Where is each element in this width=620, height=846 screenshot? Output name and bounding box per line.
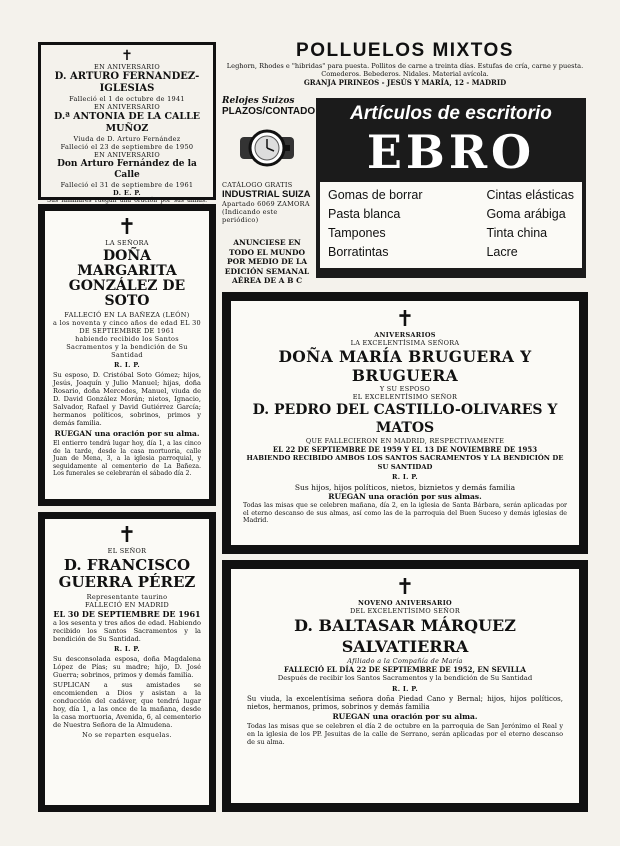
ad-address: GRANJA PIRINEOS - JESÚS Y MARÍA, 12 - MADRID — [303, 78, 507, 87]
ad-text: ANUNCIESE EN TODO EL MUNDO POR MEDIO DE LA EDICIÓN SEMANAL AÉREA DE A B C — [224, 238, 310, 285]
ad-catalog: CATÁLOGO GRATIS — [222, 181, 293, 189]
obituary-name: DOÑA MARGARITA GONZÁLEZ DE SOTO — [68, 248, 186, 309]
obituary-body: a los sesenta y tres años de edad. Habiendo recibido los Santos Sacramentos y la bendición de Su Santidad. — [53, 619, 201, 643]
obituary-request: SUPLICAN a sus amistades se encomienden a Dios y asistan a la conducción del cadáver, que tendrá lugar hoy, día 1, a las once de la mañana, desde la casa mortuoria, Avenida, 6, al cementerio de Nuestra Señora de la Almudena. — [53, 681, 201, 729]
obituary-name: D. ARTURO FERNANDEZ-IGLESIAS — [54, 71, 200, 94]
obituary-rip: R. I. P. — [392, 684, 418, 693]
obituary-request: RUEGAN una oración por sus almas. — [328, 492, 482, 501]
ad-brand: EBRO — [366, 125, 536, 179]
obituary-header: NOVENO ANIVERSARIO — [357, 599, 453, 607]
obituary-place: QUE FALLECIERON EN MADRID, RESPECTIVAMENTE — [305, 437, 505, 445]
obituary-date: a los noventa y cinco años de edad EL 30 DE SEPTIEMBRE DE 1961 — [53, 319, 201, 335]
obituary-rip: R. I. P. — [114, 361, 140, 369]
obituary-place: FALLECIÓ EN LA BAÑEZA (LEÓN) — [64, 311, 190, 319]
obituary-funeral: El entierro tendrá lugar hoy, día 1, a las cinco de la tarde, desde la casa mortuoria, calle Juan de Mena, 3, a la iglesia parroquial, y seguidamente al cementerio de La Bañeza. Los funerales se celebrarán el sábado día 2. — [53, 440, 201, 477]
product-list — [320, 182, 582, 268]
obituary-header: ANIVERSARIOS — [374, 331, 436, 339]
cross-icon: ✝ — [395, 307, 415, 332]
obituary-name: D. PEDRO DEL CASTILLO-OLIVARES Y MATOS — [252, 402, 558, 436]
obituary-date: Falleció el 1 de octubre de 1941 — [69, 95, 185, 103]
product-item: Gomas de borrar — [328, 188, 423, 202]
obituary-body: Su esposo, D. Cristóbal Soto Gómez; hijos, Jesús, Joaquín y Julio Manuel; hijas, doña Rosario, doña Mercedes, Manuel, viuda de D. David González Morán; nietos, Ignacio, Salvador, Rafael y David Gutiérrez García; hermanos políticos, sobrinos, primos y demás familia. — [53, 371, 201, 427]
obituary-sacraments: habiendo recibido los Santos Sacramentos y la bendición de Su Santidad — [66, 335, 188, 359]
ad-polluelos — [222, 40, 588, 90]
obituary-guerra — [38, 512, 216, 812]
obituary-name: D. FRANCISCO GUERRA PÉREZ — [58, 556, 196, 591]
obituary-subheader: EN ANIVERSARIO — [94, 103, 160, 111]
obituary-rip: R. I. P. — [392, 473, 418, 481]
obituary-subheader: EN ANIVERSARIO — [94, 151, 160, 159]
ad-body: Leghorn, Rhodes e "hibridas" para puesta. Pollitos de carne a treinta días. Estufas de cría, carne y puesta. Comederos. Bebederos. Nidales. Material avícola. — [226, 62, 584, 78]
product-item: Tampones — [328, 226, 386, 240]
obituary-intro: EL SEÑOR — [107, 547, 147, 555]
obituary-line: Viuda de D. Arturo Fernández — [73, 135, 181, 143]
obituary-intro: LA SEÑORA — [105, 239, 149, 247]
obituary-mid: EL EXCELENTÍSIMO SEÑOR — [352, 393, 458, 401]
obituary-place: FALLECIÓ EN MADRID — [84, 601, 170, 609]
obituary-sacraments: HABIENDO RECIBIDO AMBOS LOS SANTOS SACRAMENTOS Y LA BENDICIÓN DE SU SANTIDAD — [246, 454, 564, 471]
ad-brand: Relojes Suizos — [222, 96, 295, 106]
obituary-rip: R. I. P. — [114, 645, 140, 653]
product-item: Goma arábiga — [486, 207, 566, 221]
obituary-date: EL 30 DE SEPTIEMBRE DE 1961 — [53, 609, 201, 619]
obituary-request: RUEGAN una oración por su alma. — [54, 429, 200, 438]
product-column-right — [486, 186, 574, 264]
ad-ebro — [316, 98, 586, 278]
product-item: Tinta china — [486, 226, 548, 240]
product-item: Borratintas — [328, 245, 389, 259]
obituary-dates: EL 22 DE SEPTIEMBRE DE 1959 Y EL 13 DE NOVIEMBRE DE 1953 — [272, 445, 538, 454]
obituary-name: D.ª ANTONIA DE LA CALLE MUÑOZ — [53, 111, 201, 134]
obituary-mid: Y SU ESPOSO — [379, 385, 431, 393]
obituary-gonzalez — [38, 204, 216, 506]
obituary-bruguera — [222, 292, 588, 554]
product-column-left — [328, 186, 422, 264]
obituary-intro: LA EXCELENTÍSIMA SEÑORA — [350, 339, 460, 347]
ad-company: INDUSTRIAL SUIZA — [222, 189, 311, 200]
product-item: Lacre — [486, 245, 518, 259]
obituary-masses: Todas las misas que se celebren mañana, día 2, en la iglesia de Santa Bárbara, serán aplicadas por el eterno descanso de sus almas, así como las de la parroquia del Buen Suceso y demás iglesias de Madrid. — [243, 502, 567, 525]
obituary-sacraments: Después de recibir los Santos Sacramentos y la bendición de Su Santidad — [277, 674, 533, 682]
obituary-name: DOÑA MARÍA BRUGUERA Y BRUGUERA — [278, 347, 532, 385]
ad-anunciese — [222, 238, 312, 288]
obituary-name: D. BALTASAR MÁRQUEZ SALVATIERRA — [294, 616, 516, 656]
ad-line: PLAZOS/CONTADO — [222, 106, 316, 117]
obituary-date: Falleció el 23 de septiembre de 1950 — [60, 143, 194, 151]
obituary-request: RUEGAN una oración por su alma. — [332, 711, 478, 721]
obituary-footer: No se reparten esquelas. — [82, 731, 172, 739]
obituary-family: Su viuda, la excelentísima señora doña Piedad Cano y Bernal; hijos, hijos políticos, nietos, hermanos, primos, sobrinos y demás familia — [247, 694, 563, 712]
ad-title: POLLUELOS MIXTOS — [296, 40, 514, 61]
ad-note: (Indicando este periódico) — [222, 208, 278, 224]
obituary-family: Su desconsolada esposa, doña Magdalena López de Pías; su madre; hijo, D. José Guerra; sobrinos, primos y demás familia. — [53, 655, 201, 679]
obituary-family: Sus hijos, hijos políticos, nietos, biznietos y demás familia — [294, 483, 516, 492]
obituary-date: Falleció el 31 de septiembre de 1961 — [60, 181, 194, 189]
obituary-profession: Representante taurino — [86, 593, 168, 601]
product-item: Cintas elásticas — [486, 188, 574, 202]
cross-icon: ✝ — [395, 575, 415, 600]
obituary-fernandez: ✝ EN ANIVERSARIO D. ARTURO FERNANDEZ-IGLESIAS Falleció el 1 de octubre de 1941 EN ANIVERSARIO D.ª ANTONIA DE LA CALLE MUÑOZ Viuda de D. Arturo Fernández Falleció el 23 de septiembre de 1950 EN ANIVERSARIO Don Arturo Fernández de la Calle Falleció el 31 de septiembre de 1961 D. E. P. Sus familiares ruegan una oración por sus almas. — [38, 42, 216, 200]
ad-address: Apartado 6069 ZAMORA — [222, 200, 310, 208]
obituary-intro: DEL EXCELENTÍSIMO SEÑOR — [349, 607, 461, 615]
obituary-name: Don Arturo Fernández de la Calle — [57, 159, 197, 180]
obituary-body: Sus familiares ruegan una oración por sus almas. — [47, 197, 207, 204]
obituary-marquez — [222, 560, 588, 812]
cross-icon: ✝ — [117, 215, 137, 240]
obituary-rip: D. E. P. — [113, 189, 141, 197]
cross-icon: ✝ — [117, 523, 137, 548]
watch-icon — [236, 121, 312, 179]
obituary-date: FALLECIÓ EL DÍA 22 DE SEPTIEMBRE DE 1952, EN SEVILLA — [284, 665, 526, 674]
obituary-header: EN ANIVERSARIO — [94, 63, 160, 71]
obituary-affil: Afiliado a la Compañía de María — [347, 657, 463, 665]
ad-relojes — [222, 96, 316, 236]
obituary-masses: Todas las misas que se celebren el día 2 de octubre en la parroquia de San Jerónimo el Real y en la iglesia de los PP. Jesuitas de la calle de Serrano, serán aplicadas por el eterno descanso de su alma. — [247, 721, 563, 746]
product-item: Pasta blanca — [328, 207, 401, 221]
ad-header: Artículos de escritorio — [350, 103, 552, 124]
